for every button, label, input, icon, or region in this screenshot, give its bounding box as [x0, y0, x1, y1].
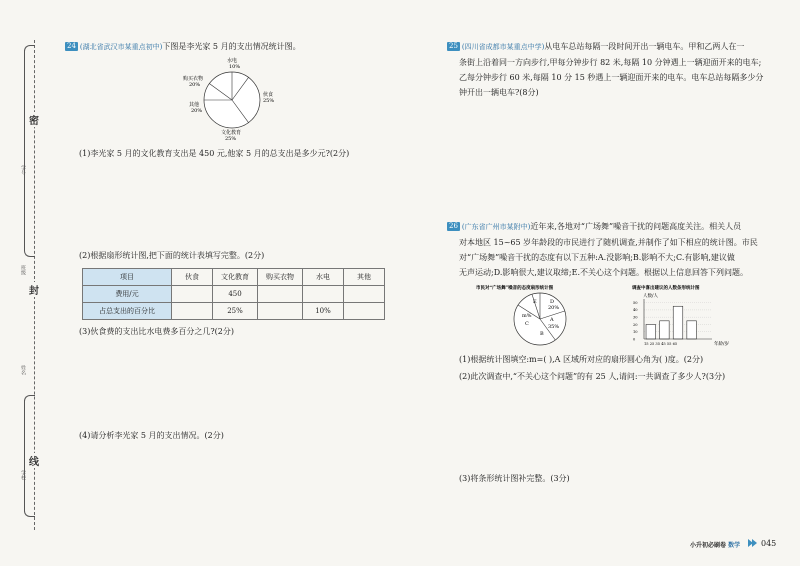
q24-pie-pct-yiwu: 20% [189, 82, 201, 88]
q26-line-2: 对本地区 15~65 岁年龄段的市民进行了随机调查,并制作了如下相应的统计图。市民 [459, 238, 758, 247]
binding-label-xuehao: 学号 [20, 165, 26, 175]
q24-part4: (4)请分析李光家 5 月的支出情况。(2分) [79, 431, 224, 440]
q24-pie-label-yiwu: 购买衣物 [183, 76, 204, 82]
q26-line-1: 26 (广东省广州市某附中)近年来,各地对“广场舞”噪音干扰的问题高度关注。相关人员 [449, 222, 742, 231]
table-cell: 费用/元 [83, 286, 172, 303]
q25-line-1: 25 (四川省成都市某重点中学)从电车总站每隔一段时间开出一辆电车。甲和乙两人在一 [449, 42, 745, 51]
q26-pie-label: A [550, 317, 554, 323]
q26-bar-ytick-label: 50 [633, 300, 638, 305]
q26-pie-label: 20% [548, 305, 560, 311]
footer-arrow-icon [748, 539, 758, 547]
q26-pie-title: 市民对“广场舞”噪音的态度扇形统计图 [476, 286, 554, 291]
q25-number: 25 [449, 42, 458, 50]
q26-bar-ylabel: 人数/人 [643, 294, 659, 299]
table-cell[interactable] [258, 303, 303, 320]
q25-line-3: 乙每分钟步行 60 米,每隔 10 分 15 秒遇上一辆迎面开来的电车。电车总站每隔多少分 [459, 73, 764, 82]
q26-bar-25-35 [660, 321, 670, 339]
q26-bar-35-45 [673, 306, 683, 339]
q26-bar-ytick-label: 20 [633, 322, 638, 327]
q26-pie-chart [470, 283, 610, 349]
page-number: 045 [761, 539, 777, 548]
q25-line-4: 钟开出一辆电车?(8分) [459, 88, 539, 97]
table-header-cell: 购买衣物 [258, 269, 303, 286]
q24-stem-line [65, 39, 301, 55]
table-row [83, 269, 385, 286]
q26-bar-45-55 [687, 321, 697, 339]
table-cell[interactable] [258, 286, 303, 303]
q26-number: 26 [449, 222, 458, 230]
table-header-cell: 项目 [83, 269, 172, 286]
binding-char-xian: 线 [29, 453, 39, 468]
q26-block [447, 219, 787, 280]
q26-pie-label: E [533, 299, 537, 305]
q25-line-2: 条街上沿着同一方向步行,甲每分钟步行 82 米,每隔 10 分钟遇上一辆迎面开来的电车; [459, 58, 762, 67]
q24-stem: 下图是李光家 5 月的支出情况统计图。 [162, 42, 301, 51]
q24-source: (湖北省武汉市某重点初中) [79, 43, 163, 51]
q25-source: (四川省成都市某重点中学) [461, 43, 545, 51]
q24-pie-label-wenhua: 文化教育 [221, 130, 242, 136]
table-cell[interactable] [172, 286, 213, 303]
table-row [83, 286, 385, 303]
q24-pie-label-shuidian: 水电 [227, 58, 238, 64]
q24-stat-table [82, 268, 385, 320]
binding-label-xingming: 姓名 [20, 365, 26, 375]
binding-char-feng: 封 [29, 282, 39, 297]
table-cell: 占总支出的百分比 [83, 303, 172, 320]
q26-pie-label: m% [522, 313, 532, 319]
q26-pie-label: C [525, 321, 529, 327]
table-cell[interactable] [303, 286, 344, 303]
table-row [83, 303, 385, 320]
q25-block [447, 39, 787, 100]
q26-line-4: 无声运动;D.影响很大,建议取缔;E.不关心这个问题。根据以上信息回答下列问题。 [459, 268, 748, 277]
q24-part2: (2)根据扇形统计图,把下面的统计表填写完整。(2分) [79, 251, 265, 260]
q26-bar-ytick-label: 40 [633, 308, 638, 313]
q24-pie-pct-qita: 20% [191, 108, 203, 114]
q24-part3: (3)伙食费的支出比水电费多百分之几?(2分) [79, 327, 234, 336]
table-cell[interactable] [344, 303, 385, 320]
q26-part2: (2)此次调查中,“不关心这个问题”的有 25 人,请问:一共调查了多少人?(3分) [459, 372, 726, 381]
table-cell[interactable] [172, 303, 213, 320]
binding-bracket-top [24, 45, 35, 257]
q26-pie-label: B [540, 331, 544, 337]
q26-source: (广东省广州市某附中) [461, 223, 531, 231]
q26-bar-ytick-label: 0 [633, 337, 636, 342]
table-header-cell: 文化教育 [213, 269, 258, 286]
q26-bar-chart [628, 283, 748, 349]
q24-pie-pct-wenhua: 25% [225, 136, 237, 142]
q24-part1: (1)李光家 5 月的文化教育支出是 450 元,他家 5 月的总支出是多少元?(2分) [79, 149, 350, 158]
q26-bar-series [646, 306, 696, 339]
q24-pie-pct-shuidian: 10% [229, 64, 241, 70]
q26-part3: (3)将条形统计图补完整。(3分) [459, 474, 570, 483]
q24-pie-label-huoshi: 伙食 [263, 92, 274, 98]
binding-char-mi: 密 [29, 112, 39, 127]
q26-bar-ytick-label: 30 [633, 315, 638, 320]
q26-line-3: 对“广场舞”噪音干扰的态度有以下五种:A.没影响;B.影响不大;C.有影响,建议做 [459, 253, 735, 262]
q24-pie-label-qita: 其他 [189, 102, 200, 108]
footer-subject: 数学 [728, 542, 741, 549]
q26-pie-label: D [550, 299, 555, 305]
table-header-cell: 其他 [344, 269, 385, 286]
table-cell[interactable] [344, 286, 385, 303]
q26-bar-ytick-label: 10 [633, 330, 638, 335]
q24-number: 24 [67, 42, 76, 50]
q26-bar-title: 调查中喜出建议的人数条形统计图 [632, 286, 700, 291]
table-cell: 450 [213, 286, 258, 303]
q24-pie-pct-huoshi: 25% [263, 98, 275, 104]
table-cell: 10% [303, 303, 344, 320]
q26-bar-yticks [633, 301, 638, 341]
q26-bar-xticks: 15 25 35 45 55 65 [644, 342, 678, 346]
q26-bar-xlabel: 年龄/岁 [714, 342, 730, 347]
q24-pie-chart [175, 54, 285, 144]
q26-pie-label: 35% [548, 324, 560, 330]
binding-label-xuexiao: 学校 [20, 470, 26, 480]
table-header-cell: 水电 [303, 269, 344, 286]
table-header-cell: 伙食 [172, 269, 213, 286]
q26-bar-15-25 [646, 324, 656, 339]
binding-label-banji: 班级 [20, 265, 26, 275]
table-cell: 25% [213, 303, 258, 320]
q26-part1: (1)根据统计图填空:m=( ),A 区域所对应的扇形圆心角为( )度。(2分) [459, 355, 704, 364]
footer-brand: 小升初必刷卷 数学 [690, 542, 741, 549]
